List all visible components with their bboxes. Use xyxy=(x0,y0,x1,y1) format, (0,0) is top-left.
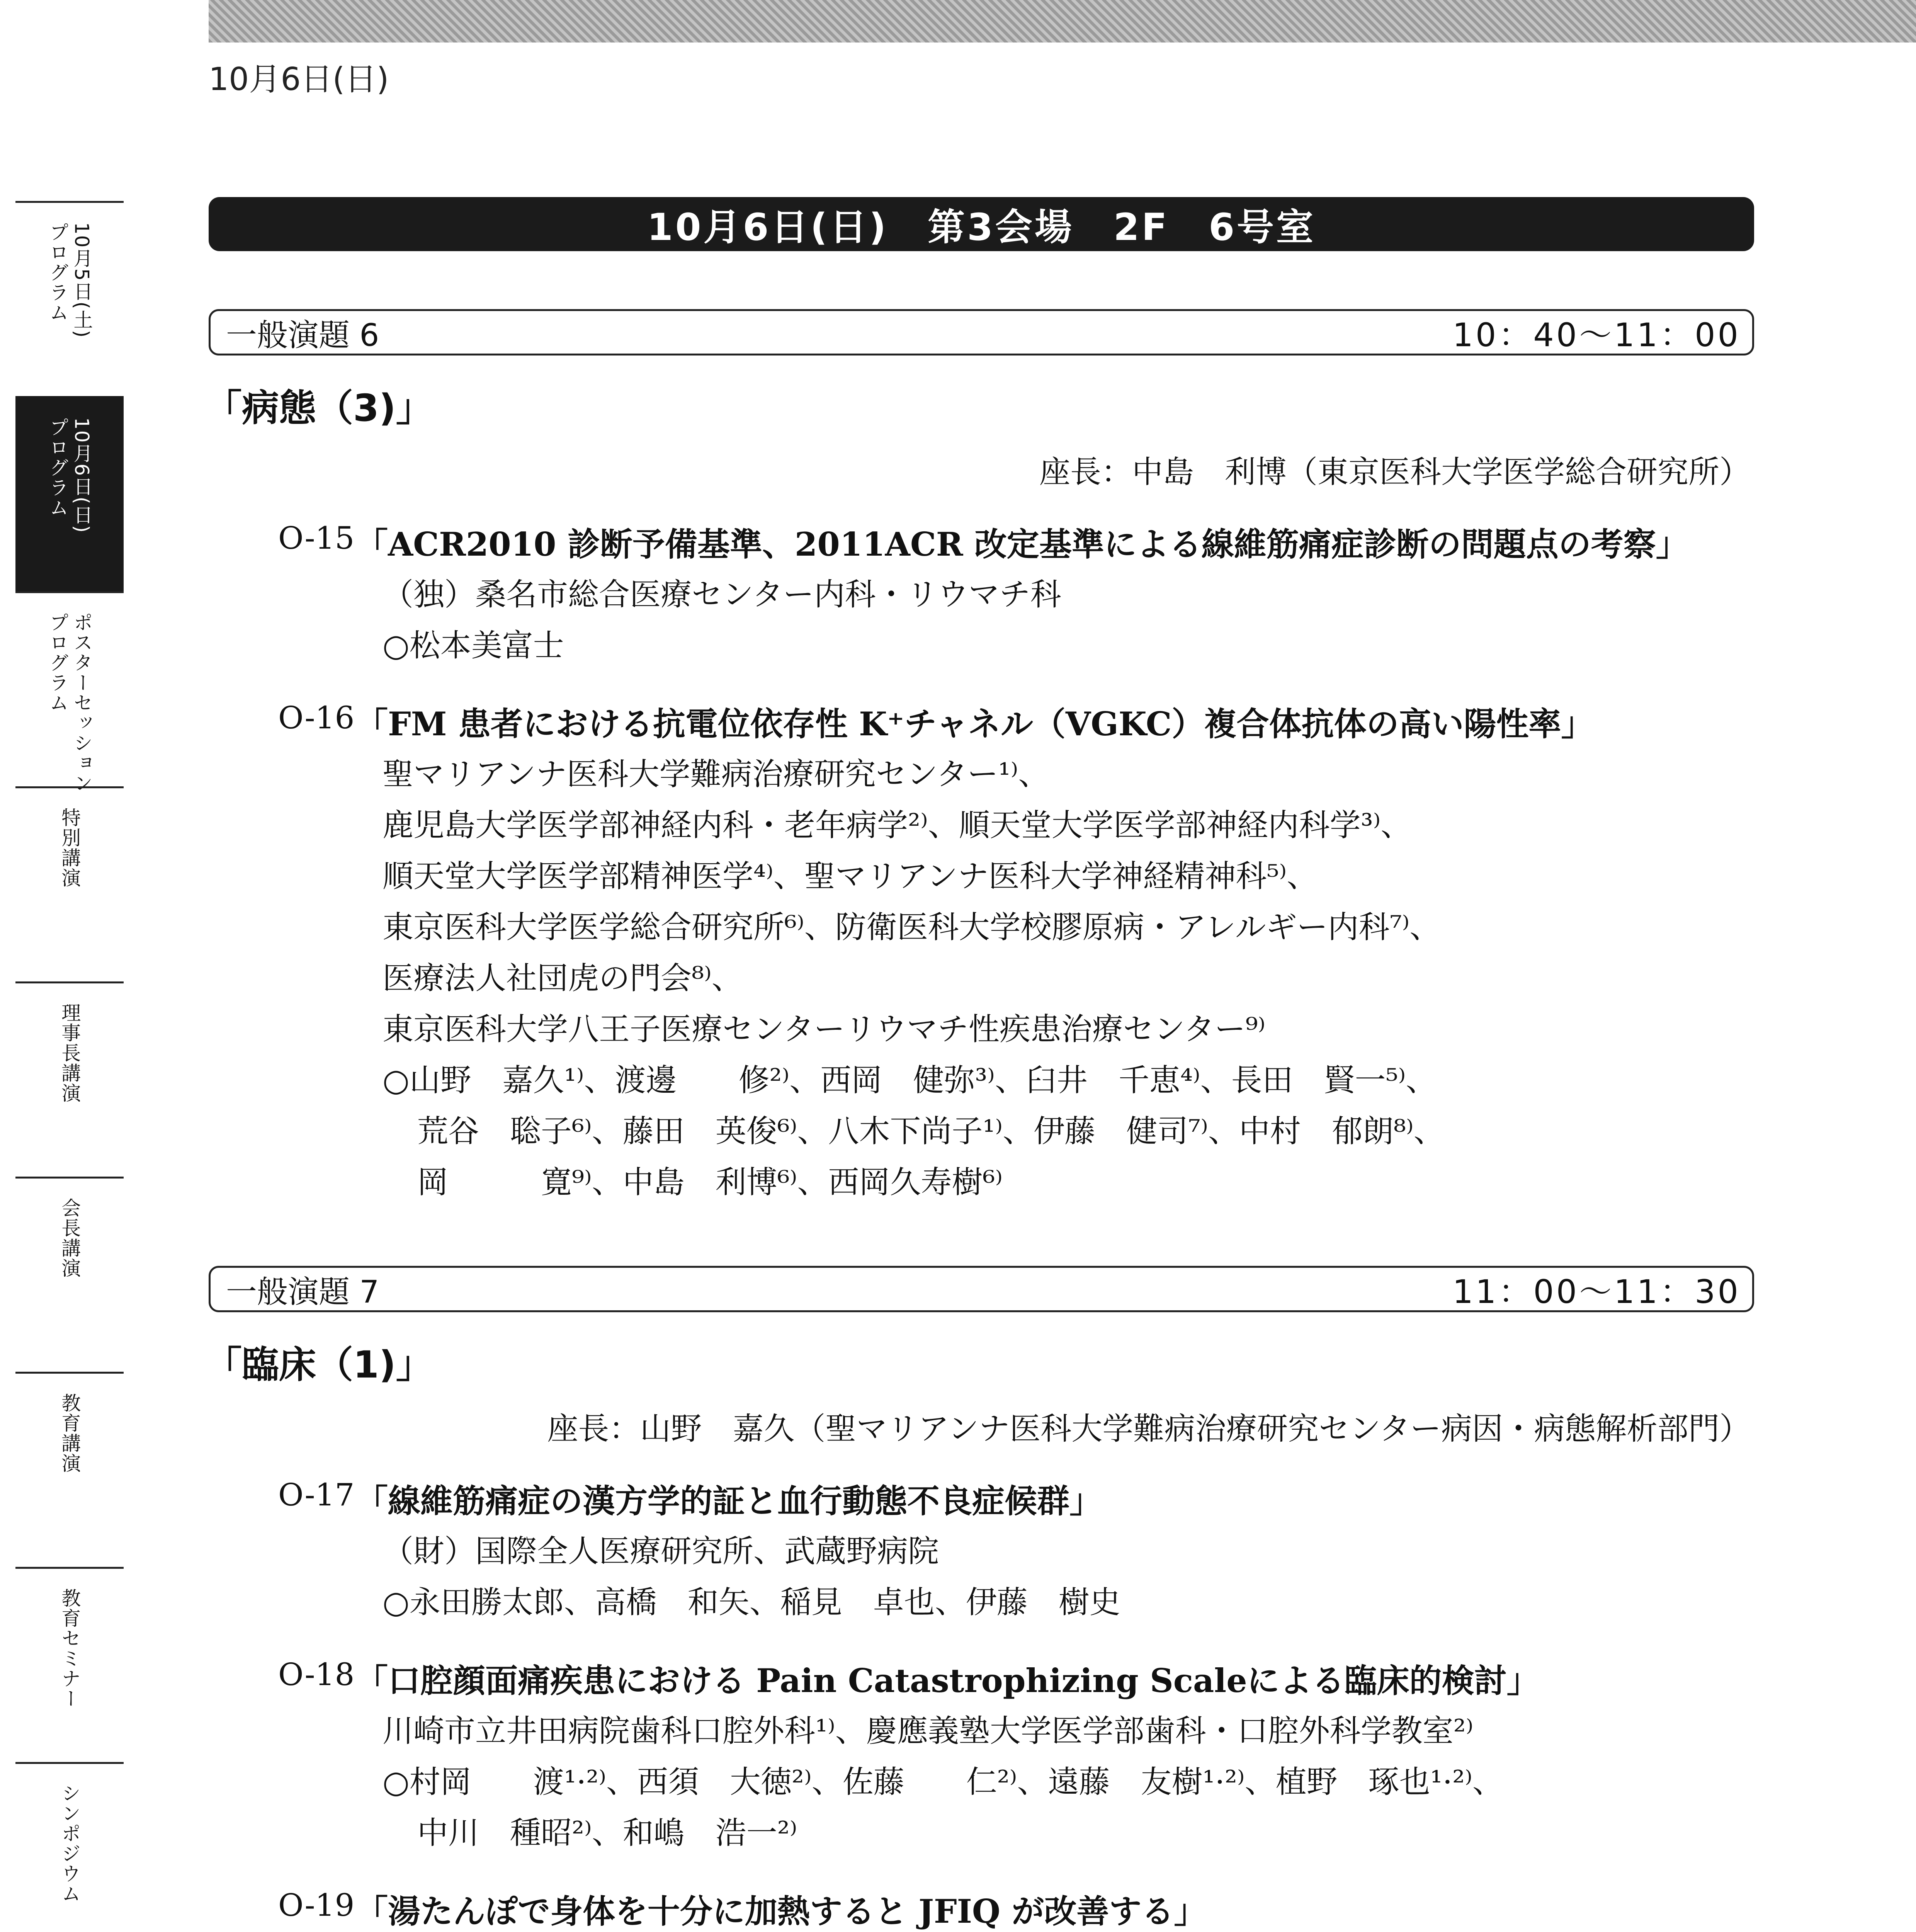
talk-id: O-19 xyxy=(278,1887,355,1923)
side-nav-item[interactable] xyxy=(15,1372,124,1567)
talk-detail-line: 医療法人社団虎の門会⁸⁾、 xyxy=(383,960,743,996)
side-nav-item[interactable] xyxy=(15,1762,124,1932)
talk-detail-line: 川崎市立井田病院歯科口腔外科¹⁾、慶應義塾大学医学部歯科・口腔外科学教室²⁾ xyxy=(383,1713,1474,1749)
talk-detail-line: 岡 寛⁹⁾、中島 利博⁶⁾、西岡久寿樹⁶⁾ xyxy=(417,1164,1003,1200)
side-nav-item[interactable] xyxy=(15,591,124,793)
session-header xyxy=(209,1266,1754,1312)
session-block xyxy=(205,1266,1754,1932)
talk-detail-line: （独）桑名市総合医療センター内科・リウマチ科 xyxy=(383,577,1061,612)
session-title: 「臨床（1)」 xyxy=(205,1343,433,1386)
talk-detail-line: 中川 種昭²⁾、和嶋 浩一²⁾ xyxy=(417,1815,797,1851)
talk-detail-line: 順天堂大学医学部精神医学⁴⁾、聖マリアンナ医科大学神経精神科⁵⁾、 xyxy=(383,858,1318,894)
talk-title: 「線維筋痛症の漢方学的証と血行動態不良症候群」 xyxy=(355,1482,1102,1520)
side-nav-label: シンポジウム xyxy=(58,1783,81,1904)
session-name: 一般演題 7 xyxy=(226,1274,379,1310)
session-chair: 座長：中島 利博（東京医科大学医学総合研究所） xyxy=(1039,454,1750,490)
talk-detail-line: （財）国際全人医療研究所、武蔵野病院 xyxy=(383,1533,939,1569)
main-content xyxy=(205,197,1754,1932)
side-nav-label: 教育セミナー xyxy=(58,1588,81,1709)
session-time: 10：40〜11：00 xyxy=(1452,316,1741,354)
talk-detail-line: ○永田勝太郎、高橋 和矢、稲見 卓也、伊藤 樹史 xyxy=(383,1584,1120,1620)
talk-title: 「湯たんぽで身体を十分に加熱すると JFIQ が改善する」 xyxy=(355,1892,1207,1930)
talk-id: O-18 xyxy=(278,1656,355,1692)
venue-banner: 10月6日(日) 第3会場 2F 6号室 xyxy=(209,197,1754,251)
side-nav-item[interactable] xyxy=(15,1567,124,1762)
side-nav-index xyxy=(15,201,124,1932)
session-block xyxy=(205,309,1754,1208)
talk-detail-line: 荒谷 聡子⁶⁾、藤田 英俊⁶⁾、八木下尚子¹⁾、伊藤 健司⁷⁾、中村 郁朗⁸⁾、 xyxy=(417,1113,1445,1149)
side-nav-label: 会長講演 xyxy=(58,1198,81,1278)
talk-title: 「口腔顔面痛疾患における Pain Catastrophizing Scaleによる臨床的検討」 xyxy=(355,1662,1539,1700)
session-chair: 座長：山野 嘉久（聖マリアンナ医科大学難病治療研究センター病因・病態解析部門） xyxy=(547,1411,1750,1447)
talk-detail-line: 鹿児島大学医学部神経内科・老年病学²⁾、順天堂大学医学部神経内科学³⁾、 xyxy=(383,807,1412,843)
talk-entry xyxy=(278,519,1754,671)
talk-entry xyxy=(278,1475,1754,1628)
talk-detail-line: ○村岡 渡¹·²⁾、西須 大徳²⁾、佐藤 仁²⁾、遠藤 友樹¹·²⁾、植野 琢也¹·²⁾、 xyxy=(383,1764,1503,1800)
session-name: 一般演題 6 xyxy=(226,317,379,353)
talk-detail-line: ○松本美富士 xyxy=(383,628,564,663)
talk-id: O-16 xyxy=(278,700,355,736)
side-nav-item[interactable] xyxy=(15,201,124,396)
running-head: 10月6日(日) xyxy=(209,61,389,98)
side-nav-item[interactable] xyxy=(15,981,124,1177)
session-header xyxy=(209,309,1754,355)
session-list xyxy=(205,309,1754,1932)
side-nav-label: 10月5日(土) プログラム xyxy=(46,222,93,338)
talk-detail-line: 聖マリアンナ医科大学難病治療研究センター¹⁾、 xyxy=(383,756,1049,792)
top-band xyxy=(209,0,1916,43)
session-time: 11：00〜11：30 xyxy=(1452,1272,1741,1311)
talk-detail-line: 東京医科大学八王子医療センターリウマチ性疾患治療センター⁹⁾ xyxy=(383,1011,1266,1047)
talk-title: 「FM 患者における抗電位依存性 K⁺チャネル（VGKC）複合体抗体の高い陽性率」 xyxy=(355,705,1594,743)
talk-title: 「ACR2010 診断予備基準、2011ACR 改定基準による線維筋痛症診断の問題点の考察」 xyxy=(355,525,1688,563)
side-nav-item[interactable] xyxy=(15,1177,124,1372)
talk-entry xyxy=(278,698,1754,1208)
side-nav-item[interactable] xyxy=(15,786,124,981)
side-nav-item[interactable] xyxy=(15,396,124,591)
talk-id: O-17 xyxy=(278,1477,355,1513)
side-nav-label: 教育講演 xyxy=(58,1393,81,1473)
side-nav-label: 10月6日(日) プログラム xyxy=(46,417,93,534)
side-nav-label: 理事長講演 xyxy=(58,1003,81,1103)
talk-detail-line: ○山野 嘉久¹⁾、渡邊 修²⁾、西岡 健弥³⁾、臼井 千恵⁴⁾、長田 賢一⁵⁾、 xyxy=(383,1062,1437,1098)
side-nav-label: ポスターセッション プログラム xyxy=(46,612,93,793)
talk-detail-line: 東京医科大学医学総合研究所⁶⁾、防衛医科大学校膠原病・アレルギー内科⁷⁾、 xyxy=(383,909,1441,945)
talk-entry xyxy=(278,1655,1754,1859)
side-nav-label: 特別講演 xyxy=(58,808,81,888)
talk-id: O-15 xyxy=(278,520,355,556)
talk-entry xyxy=(278,1886,1754,1932)
session-title: 「病態（3)」 xyxy=(205,386,433,430)
